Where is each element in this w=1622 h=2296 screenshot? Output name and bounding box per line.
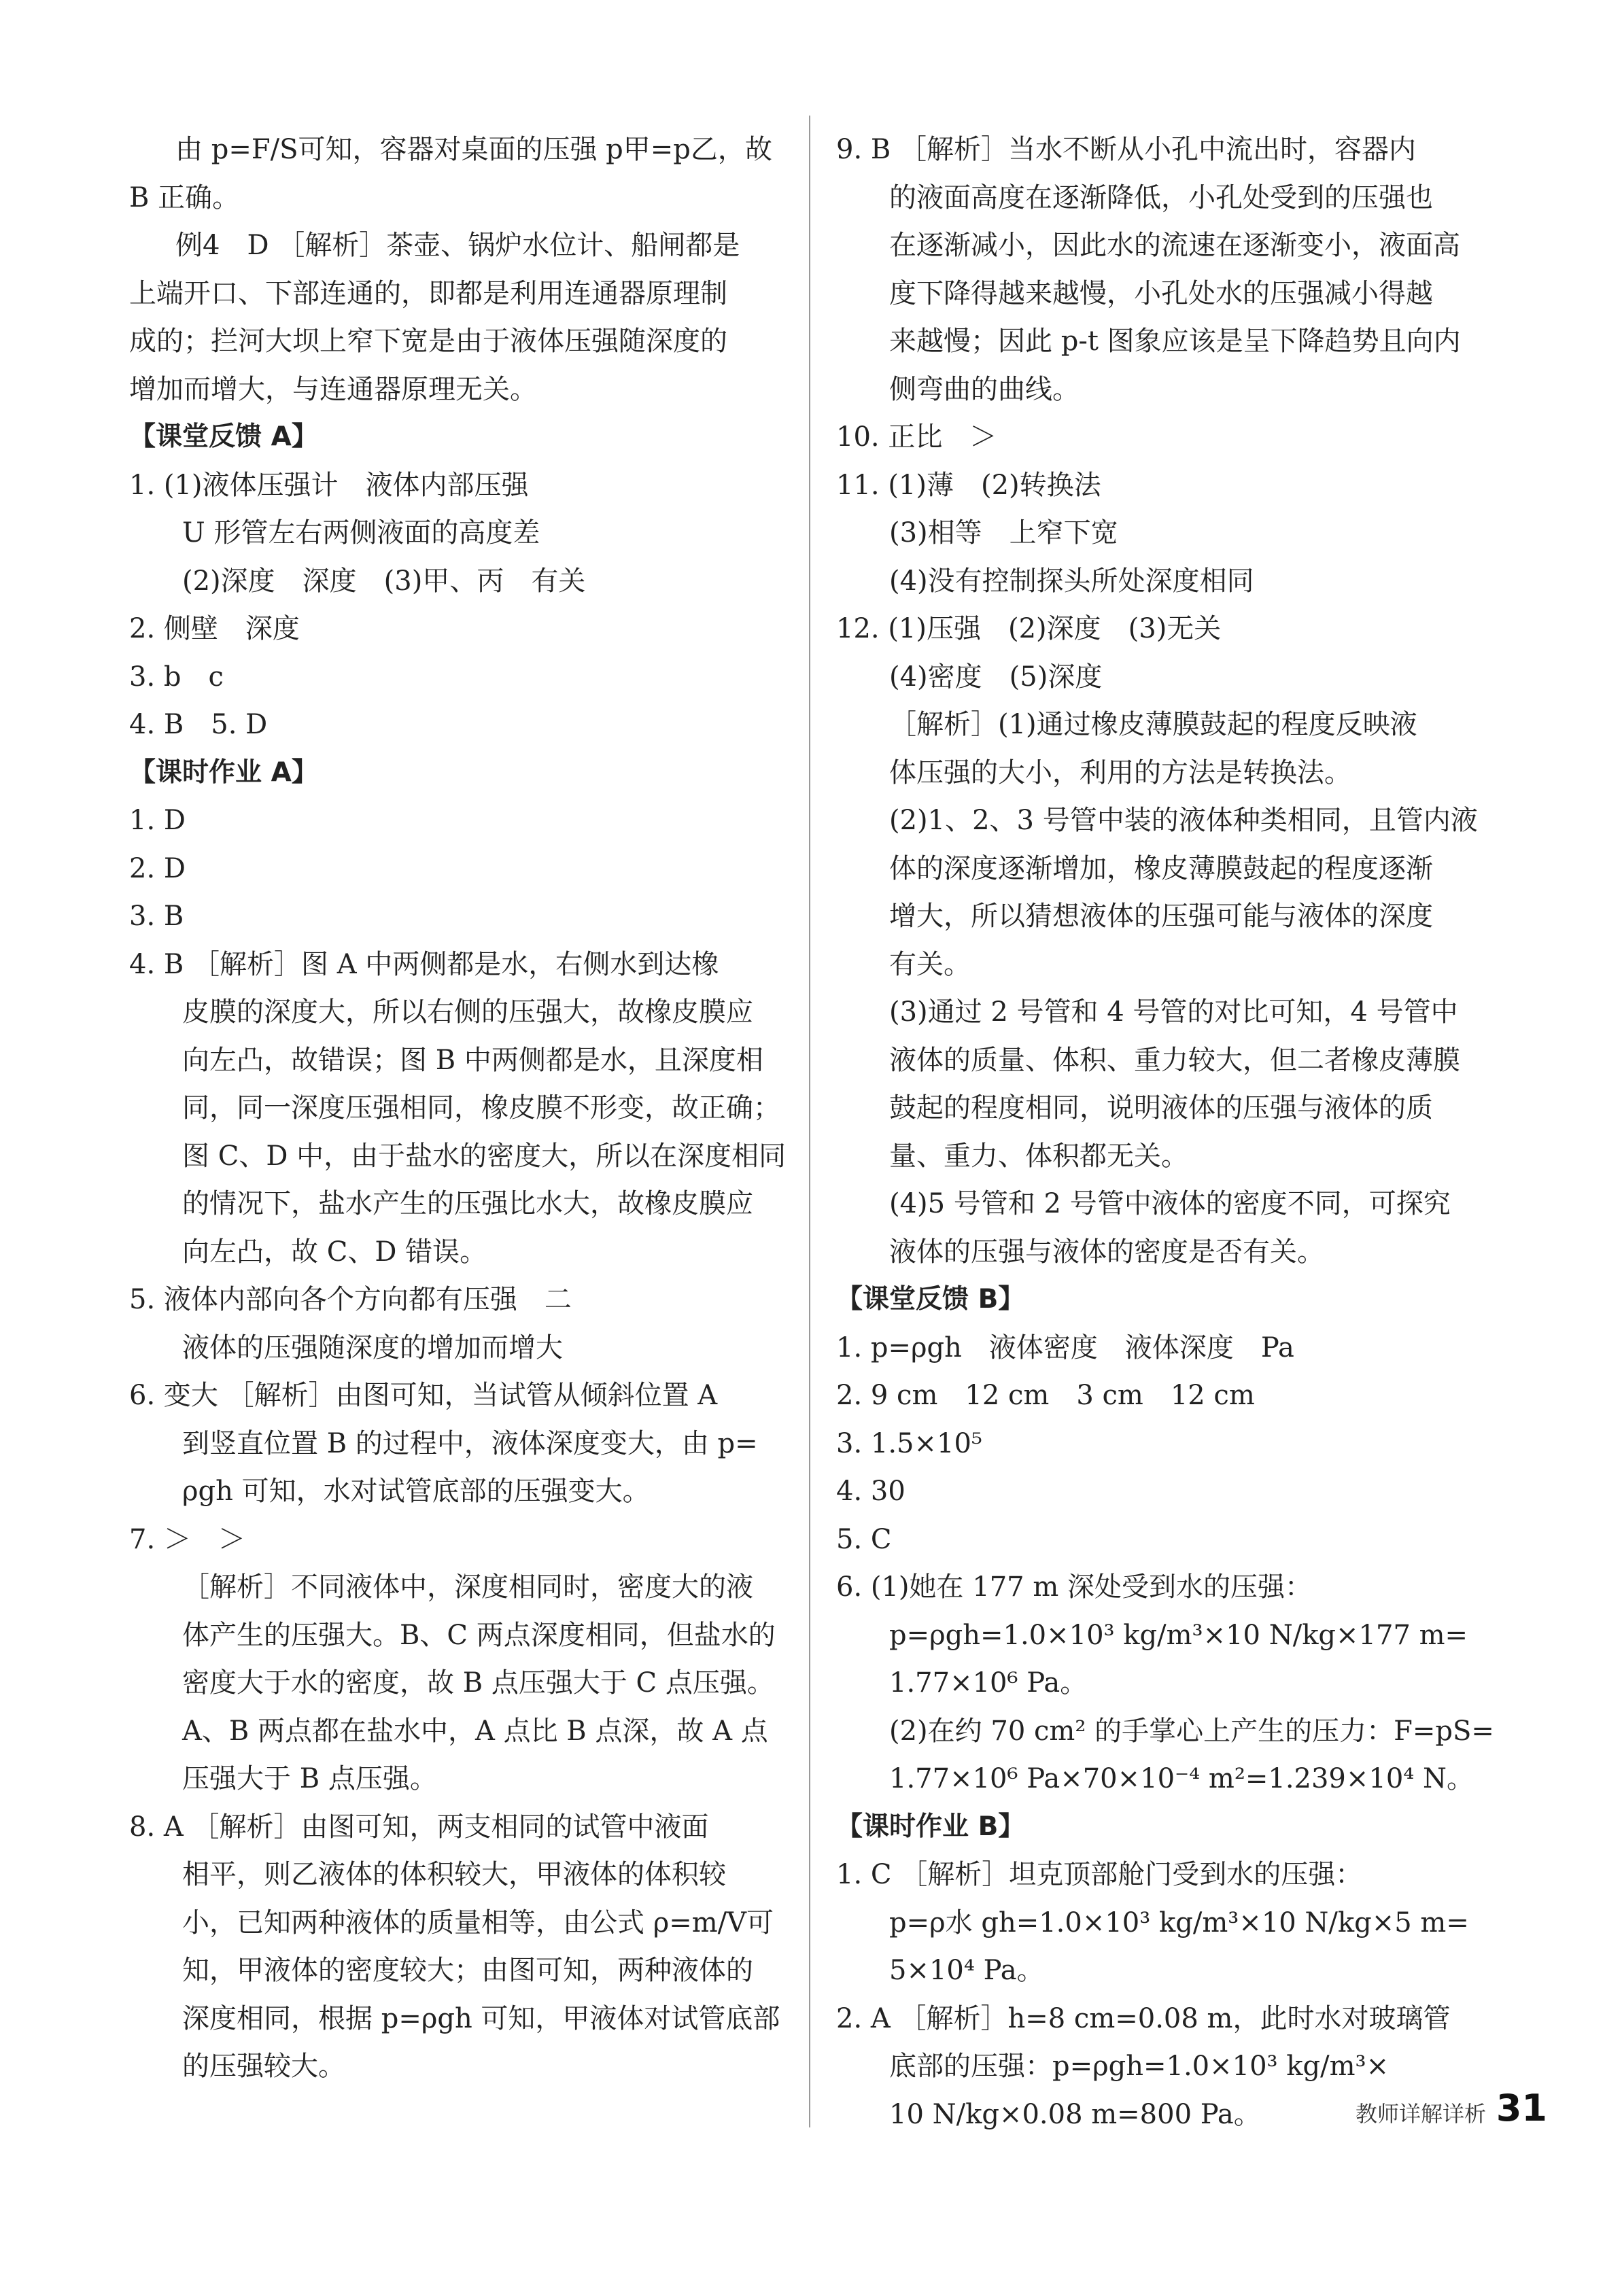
text-line: ［解析］(1)通过橡皮薄膜鼓起的程度反映液	[889, 709, 1417, 740]
text-line: ρgh 可知，水对试管底部的压强变大。	[182, 1476, 650, 1507]
text-line: 底部的压强：p=ρgh=1.0×10³ kg/m³×	[889, 2051, 1390, 2082]
text-line: 小，已知两种液体的质量相等，由公式 ρ=m/V可	[182, 1907, 774, 1938]
text-line: 的液面高度在逐渐降低，小孔处受到的压强也	[889, 181, 1433, 213]
section-heading: 【课堂反馈 A】	[129, 421, 318, 452]
text-line: 增大，所以猜想液体的压强可能与液体的深度	[889, 901, 1433, 932]
text-line: 2. A ［解析］h=8 cm=0.08 m，此时水对玻璃管	[836, 2002, 1451, 2034]
text-line: 6. (1)她在 177 m 深处受到水的压强：	[836, 1571, 1312, 1603]
text-line: 来越慢；因此 p-t 图象应该是呈下降趋势且向内	[889, 326, 1461, 357]
text-line: p=ρgh=1.0×10³ kg/m³×10 N/kg×177 m=	[889, 1619, 1468, 1651]
text-line: 深度相同，根据 p=ρgh 可知，甲液体对试管底部	[182, 2002, 780, 2034]
right-column	[836, 126, 1509, 2138]
text-line: 5×10⁴ Pa。	[889, 1955, 1044, 1986]
text-line: (3)相等 上窄下宽	[889, 517, 1118, 549]
text-line: p=ρ水 gh=1.0×10³ kg/m³×10 N/kg×5 m=	[889, 1907, 1469, 1938]
text-line: 压强大于 B 点压强。	[182, 1763, 437, 1794]
text-line: (2)深度 深度 (3)甲、丙 有关	[182, 565, 586, 597]
text-line: 11. (1)薄 (2)转换法	[836, 469, 1101, 501]
text-line: 知，甲液体的密度较大；由图可知，两种液体的	[182, 1955, 753, 1986]
text-line: 5. 液体内部向各个方向都有压强 二	[129, 1284, 572, 1315]
text-line: 向左凸，故 C、D 错误。	[182, 1236, 487, 1268]
text-line: 8. A ［解析］由图可知，两支相同的试管中液面	[129, 1811, 709, 1843]
text-line: (2)在约 70 cm² 的手掌心上产生的压力：F=pS=	[889, 1715, 1494, 1747]
text-line: 4. B 5. D	[129, 709, 268, 740]
text-line: 到竖直位置 B 的过程中，液体深度变大，由 p=	[182, 1427, 758, 1459]
text-line: 成的；拦河大坝上窄下宽是由于液体压强随深度的	[129, 326, 727, 357]
left-column	[129, 126, 787, 2091]
text-line: 2. 侧壁 深度	[129, 613, 300, 644]
section-heading: 【课时作业 B】	[836, 1811, 1025, 1842]
text-line: 有关。	[889, 948, 971, 980]
text-line: 的压强较大。	[182, 2051, 345, 2082]
text-line: B 正确。	[129, 181, 240, 213]
text-line: 3. 1.5×10⁵	[836, 1427, 982, 1459]
text-line: 向左凸，故错误；图 B 中两侧都是水，且深度相	[182, 1044, 763, 1076]
text-line: 7. ＞ ＞	[129, 1523, 245, 1555]
text-line: 体的深度逐渐增加，橡皮薄膜鼓起的程度逐渐	[889, 852, 1433, 884]
text-line: 2. 9 cm 12 cm 3 cm 12 cm	[836, 1380, 1255, 1411]
text-line: 6. 变大 ［解析］由图可知，当试管从倾斜位置 A	[129, 1380, 718, 1411]
text-line: 1.77×10⁶ Pa。	[889, 1667, 1088, 1699]
text-line: 同，同一深度压强相同，橡皮膜不形变，故正确；	[182, 1092, 780, 1124]
column-divider	[809, 116, 810, 2127]
text-line: 10 N/kg×0.08 m=800 Pa。	[889, 2098, 1261, 2130]
text-line: 密度大于水的密度，故 B 点压强大于 C 点压强。	[182, 1667, 774, 1699]
text-line: 侧弯曲的曲线。	[889, 373, 1080, 405]
text-line: (3)通过 2 号管和 4 号管的对比可知，4 号管中	[889, 996, 1458, 1028]
text-line: 4. B ［解析］图 A 中两侧都是水，右侧水到达橡	[129, 948, 719, 980]
text-line: 液体的质量、体积、重力较大，但二者橡皮薄膜	[889, 1044, 1460, 1076]
text-line: A、B 两点都在盐水中，A 点比 B 点深，故 A 点	[182, 1715, 768, 1747]
text-line: 体压强的大小，利用的方法是转换法。	[889, 756, 1351, 788]
text-line: 3. b c	[129, 661, 224, 693]
text-line: 在逐渐减小，因此水的流速在逐渐变小，液面高	[889, 230, 1460, 261]
text-line: 1. (1)液体压强计 液体内部压强	[129, 469, 529, 501]
footer-label: 教师详解详析	[1355, 2101, 1486, 2127]
text-line: 鼓起的程度相同，说明液体的压强与液体的质	[889, 1092, 1433, 1124]
text-line: ［解析］不同液体中，深度相同时，密度大的液	[182, 1571, 753, 1603]
text-line: 4. 30	[836, 1476, 905, 1507]
text-line: 体产生的压强大。B、C 两点深度相同，但盐水的	[182, 1619, 776, 1651]
text-line: 的情况下，盐水产生的压强比水大，故橡皮膜应	[182, 1188, 753, 1219]
text-line: (4)5 号管和 2 号管中液体的密度不同，可探究	[889, 1188, 1451, 1219]
text-line: 量、重力、体积都无关。	[889, 1140, 1188, 1172]
text-line: (2)1、2、3 号管中装的液体种类相同，且管内液	[889, 805, 1478, 836]
text-line: (4)没有控制探头所处深度相同	[889, 565, 1254, 597]
text-line: 由 p=F/S可知，容器对桌面的压强 p甲=p乙，故	[175, 134, 772, 165]
text-line: (4)密度 (5)深度	[889, 661, 1103, 693]
text-line: 液体的压强随深度的增加而增大	[182, 1332, 563, 1363]
text-line: 2. D	[129, 852, 186, 884]
text-line: 图 C、D 中，由于盐水的密度大，所以在深度相同	[182, 1140, 787, 1172]
text-line: 度下降得越来越慢，小孔处水的压强减小得越	[889, 277, 1433, 309]
section-heading: 【课堂反馈 B】	[836, 1284, 1025, 1315]
text-line: 10. 正比 ＞	[836, 421, 997, 453]
text-line: 1. C ［解析］坦克顶部舱门受到水的压强：	[836, 1859, 1363, 1890]
text-line: U 形管左右两侧液面的高度差	[182, 517, 540, 549]
text-line: 5. C	[836, 1523, 892, 1555]
text-line: 9. B ［解析］当水不断从小孔中流出时，容器内	[836, 134, 1416, 165]
text-line: 1. D	[129, 805, 186, 836]
text-line: 上端开口、下部连通的，即都是利用连通器原理制	[129, 277, 727, 309]
text-line: 液体的压强与液体的密度是否有关。	[889, 1236, 1324, 1268]
text-line: 相平，则乙液体的体积较大，甲液体的体积较	[182, 1859, 726, 1890]
text-line: 皮膜的深度大，所以右侧的压强大，故橡皮膜应	[182, 996, 753, 1028]
text-line: 1.77×10⁶ Pa×70×10⁻⁴ m²=1.239×10⁴ N。	[889, 1763, 1474, 1794]
text-line: 3. B	[129, 901, 184, 932]
page-number: 31	[1496, 2087, 1547, 2129]
text-line: 例4 D ［解析］茶壶、锅炉水位计、船闸都是	[175, 230, 740, 261]
text-line: 增加而增大，与连通器原理无关。	[129, 373, 537, 405]
section-heading: 【课时作业 A】	[129, 756, 318, 788]
text-line: 12. (1)压强 (2)深度 (3)无关	[836, 613, 1222, 644]
text-line: 1. p=ρgh 液体密度 液体深度 Pa	[836, 1332, 1294, 1363]
